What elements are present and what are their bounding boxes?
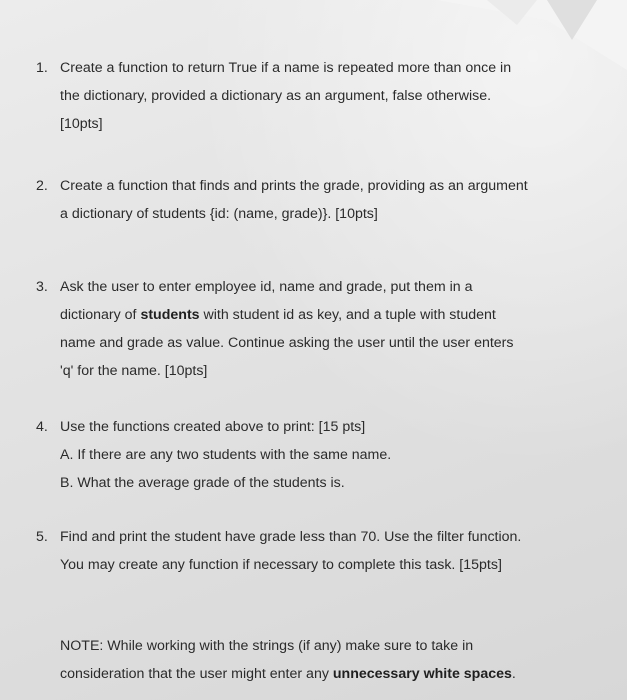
- question-line: a dictionary of students {id: (name, grade)}. [10pts]: [60, 206, 378, 222]
- sub-item-a: A. If there are any two students with the same name.: [60, 447, 392, 463]
- question-line: 'q' for the name. [10pts]: [60, 363, 208, 379]
- line-text: with student id as key, and a tuple with student: [199, 307, 496, 323]
- sub-item-b: B. What the average grade of the students is.: [60, 475, 345, 491]
- question-text: [60, 172, 528, 228]
- question-number: 4.: [36, 419, 48, 435]
- question-text: [60, 54, 511, 138]
- question-line: Use the functions created above to print: [15 pts]: [60, 419, 366, 435]
- question-line: Find and print the student have grade less than 70. Use the filter function.: [60, 529, 522, 545]
- question-line: name and grade as value. Continue asking the user until the user enters: [60, 335, 514, 351]
- note-line: NOTE: While working with the strings (if any) make sure to take in: [60, 638, 474, 654]
- question-text: [60, 413, 391, 497]
- question-line: the dictionary, provided a dictionary as an argument, false otherwise.: [60, 88, 492, 104]
- question-number: 1.: [36, 60, 48, 76]
- question-text: [60, 523, 521, 579]
- bold-term: unnecessary white spaces: [332, 666, 512, 682]
- question-line: You may create any function if necessary to complete this task. [15pts]: [60, 557, 502, 573]
- line-text: dictionary of: [60, 307, 141, 323]
- note-line: [60, 660, 516, 688]
- question-line: [60, 301, 514, 329]
- line-text: consideration that the user might enter any: [60, 666, 333, 682]
- question-number: 5.: [36, 529, 48, 545]
- question-line: Ask the user to enter employee id, name and grade, put them in a: [60, 279, 473, 295]
- bold-term: students: [140, 307, 200, 323]
- question-number: 2.: [36, 178, 48, 194]
- question-line: [10pts]: [60, 116, 103, 132]
- question-line: Create a function that finds and prints the grade, providing as an argument: [60, 178, 528, 194]
- line-text: .: [511, 666, 516, 682]
- question-line: Create a function to return True if a name is repeated more than once in: [60, 60, 512, 76]
- question-text: [60, 273, 514, 385]
- question-number: 3.: [36, 279, 48, 295]
- note: [60, 632, 516, 688]
